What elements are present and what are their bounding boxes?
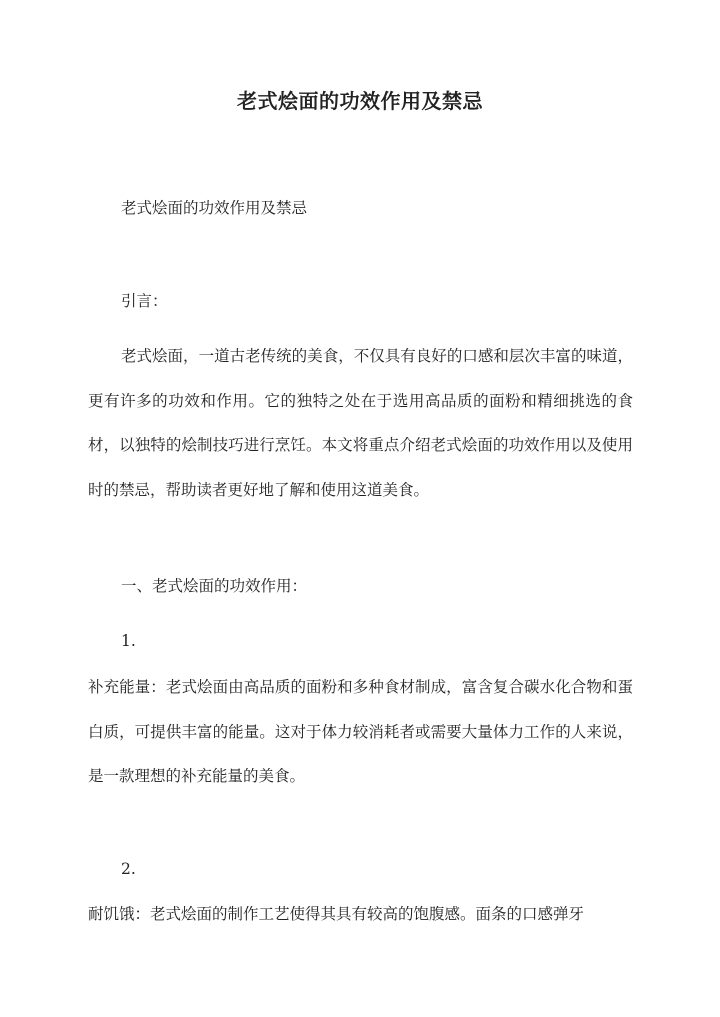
section-1-heading: 一、老式烩面的功效作用： (121, 577, 308, 595)
item-1-number: 1. (121, 632, 136, 650)
document-title: 老式烩面的功效作用及禁忌 (237, 89, 483, 113)
item-2-number: 2. (121, 860, 136, 878)
item-2-text: 耐饥饿：老式烩面的制作工艺使得其具有较高的饱腹感。面条的口感弹牙 (88, 905, 585, 923)
intro-paragraph: 老式烩面，一道古老传统的美食，不仅具有良好的口感和层次丰富的味道，更有许多的功效和作用。它的独特之处在于选用高品质的面粉和精细挑选的食材，以独特的烩制技巧进行烹饪。本文将重点介绍老式烩面的功效作用以及使用时的禁忌，帮助读者更好地了解和使用这道美食。 (88, 347, 633, 500)
intro-heading: 引言： (121, 292, 168, 310)
item-1-text: 补充能量：老式烩面由高品质的面粉和多种食材制成，富含复合碳水化合物和蛋白质，可提供丰富的能量。这对于体力较消耗者或需要大量体力工作的人来说，是一款理想的补充能量的美食。 (88, 678, 633, 786)
document-subtitle: 老式烩面的功效作用及禁忌 (121, 199, 308, 217)
